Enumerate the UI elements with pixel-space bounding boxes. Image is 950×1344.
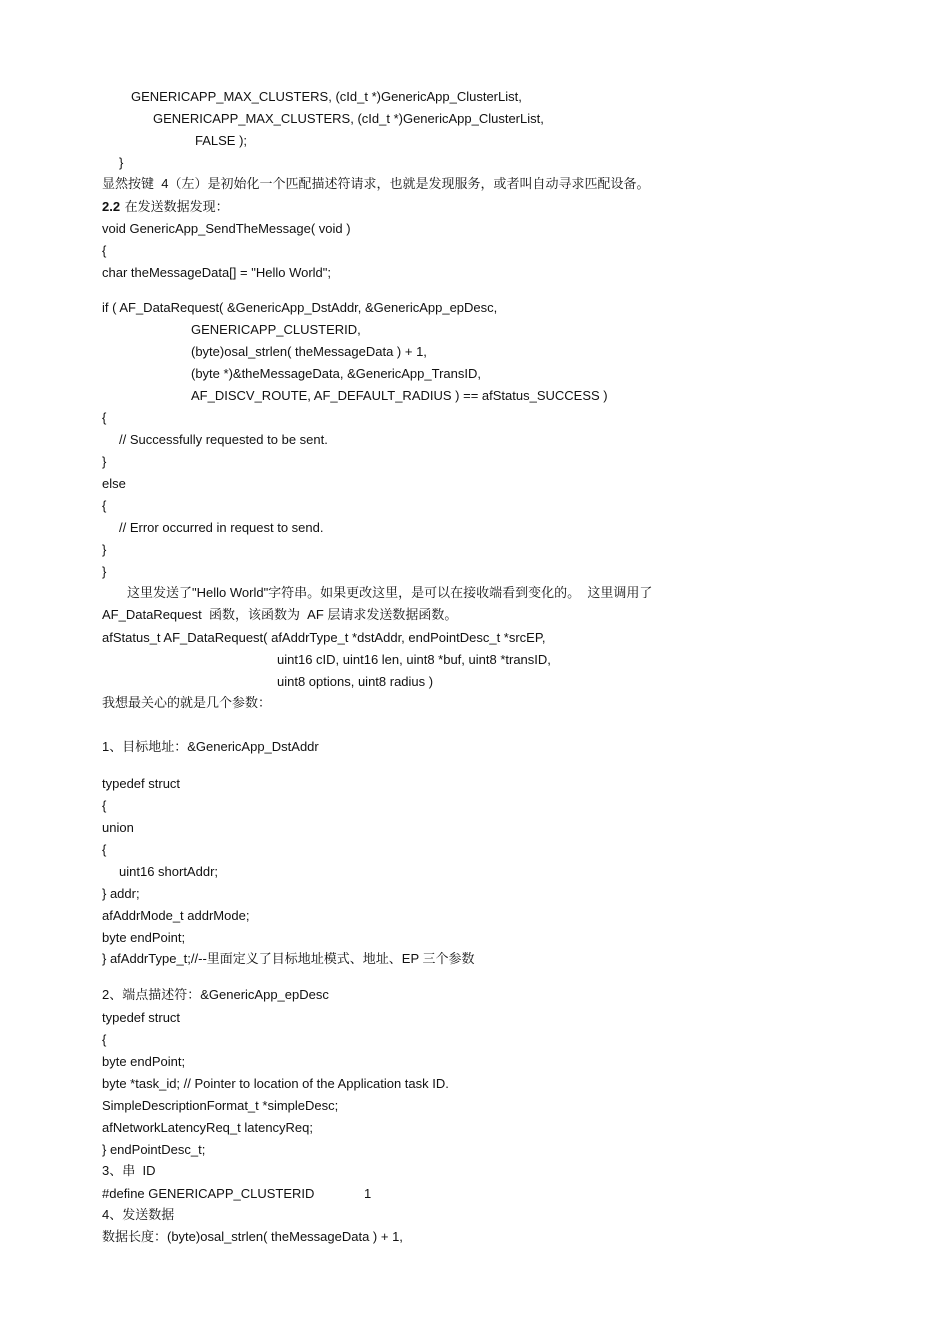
list-item-heading: 1、目标地址：&GenericApp_DstAddr (102, 739, 319, 754)
body-text: 这里发送了"Hello World"字符串。如果更改这里，是可以在接收端看到变化的。 这里调用了 (127, 585, 653, 600)
code-line: AF_DISCV_ROUTE, AF_DEFAULT_RADIUS ) == afStatus_SUCCESS ) (191, 388, 608, 403)
code-line: } endPointDesc_t; (102, 1142, 206, 1157)
code-line: { (102, 410, 107, 425)
code-line: typedef struct (102, 776, 181, 791)
body-text: AF_DataRequest 函数，该函数为 AF 层请求发送数据函数。 (102, 607, 458, 622)
code-line: { (102, 243, 107, 258)
list-item-heading: 3、串 ID (102, 1163, 156, 1178)
code-line: (byte)osal_strlen( theMessageData ) + 1, (191, 344, 427, 359)
code-line: typedef struct (102, 1010, 181, 1025)
code-line: afStatus_t AF_DataRequest( afAddrType_t *dstAddr, endPointDesc_t *srcEP, (102, 630, 546, 645)
code-line: GENERICAPP_CLUSTERID, (191, 322, 361, 337)
code-line: (byte *)&theMessageData, &GenericApp_TransID, (191, 366, 481, 381)
code-line: } afAddrType_t;//--里面定义了目标地址模式、地址、EP 三个参数 (102, 951, 475, 966)
list-item-heading: 4、发送数据 (102, 1207, 175, 1222)
code-line: void GenericApp_SendTheMessage( void ) (102, 221, 351, 236)
code-line: afNetworkLatencyReq_t latencyReq; (102, 1120, 314, 1135)
code-line: { (102, 1032, 107, 1047)
body-text: 显然按键 4（左）是初始化一个匹配描述符请求，也就是发现服务，或者叫自动寻求匹配设备。 (102, 176, 650, 191)
define-value: 1 (364, 1186, 372, 1201)
code-line: // Successfully requested to be sent. (119, 432, 328, 447)
section-heading: 在发送数据发现： (121, 199, 229, 214)
section-number: 2.2 (102, 199, 121, 214)
code-line: #define GENERICAPP_CLUSTERID (102, 1186, 315, 1201)
code-line: { (102, 498, 107, 513)
code-line: { (102, 798, 107, 813)
code-line: afAddrMode_t addrMode; (102, 908, 250, 923)
code-line: uint16 shortAddr; (119, 864, 219, 879)
code-line: GENERICAPP_MAX_CLUSTERS, (cId_t *)GenericApp_ClusterList, (131, 89, 522, 104)
code-line: byte *task_id; // Pointer to location of the Application task ID. (102, 1076, 449, 1091)
code-line: // Error occurred in request to send. (119, 520, 324, 535)
list-item-heading: 2、端点描述符：&GenericApp_epDesc (102, 987, 329, 1002)
body-text: 数据长度：(byte)osal_strlen( theMessageData ) + 1, (102, 1229, 403, 1244)
code-line: uint8 options, uint8 radius ) (277, 674, 434, 689)
code-line: { (102, 842, 107, 857)
code-line: } addr; (102, 886, 140, 901)
code-line: } (102, 564, 107, 579)
code-line: } (102, 454, 107, 469)
code-line: union (102, 820, 134, 835)
body-text: 我想最关心的就是几个参数： (102, 695, 272, 710)
code-line: else (102, 476, 126, 491)
code-line: uint16 cID, uint16 len, uint8 *buf, uint8 *transID, (277, 652, 551, 667)
code-line: char theMessageData[] = "Hello World"; (102, 265, 332, 280)
code-line: } (119, 155, 124, 170)
code-line: byte endPoint; (102, 930, 186, 945)
code-line: FALSE ); (195, 133, 248, 148)
code-line: GENERICAPP_MAX_CLUSTERS, (cId_t *)GenericApp_ClusterList, (153, 111, 544, 126)
code-line: } (102, 542, 107, 557)
code-line: byte endPoint; (102, 1054, 186, 1069)
code-line: if ( AF_DataRequest( &GenericApp_DstAddr, &GenericApp_epDesc, (102, 300, 498, 315)
code-line: SimpleDescriptionFormat_t *simpleDesc; (102, 1098, 339, 1113)
